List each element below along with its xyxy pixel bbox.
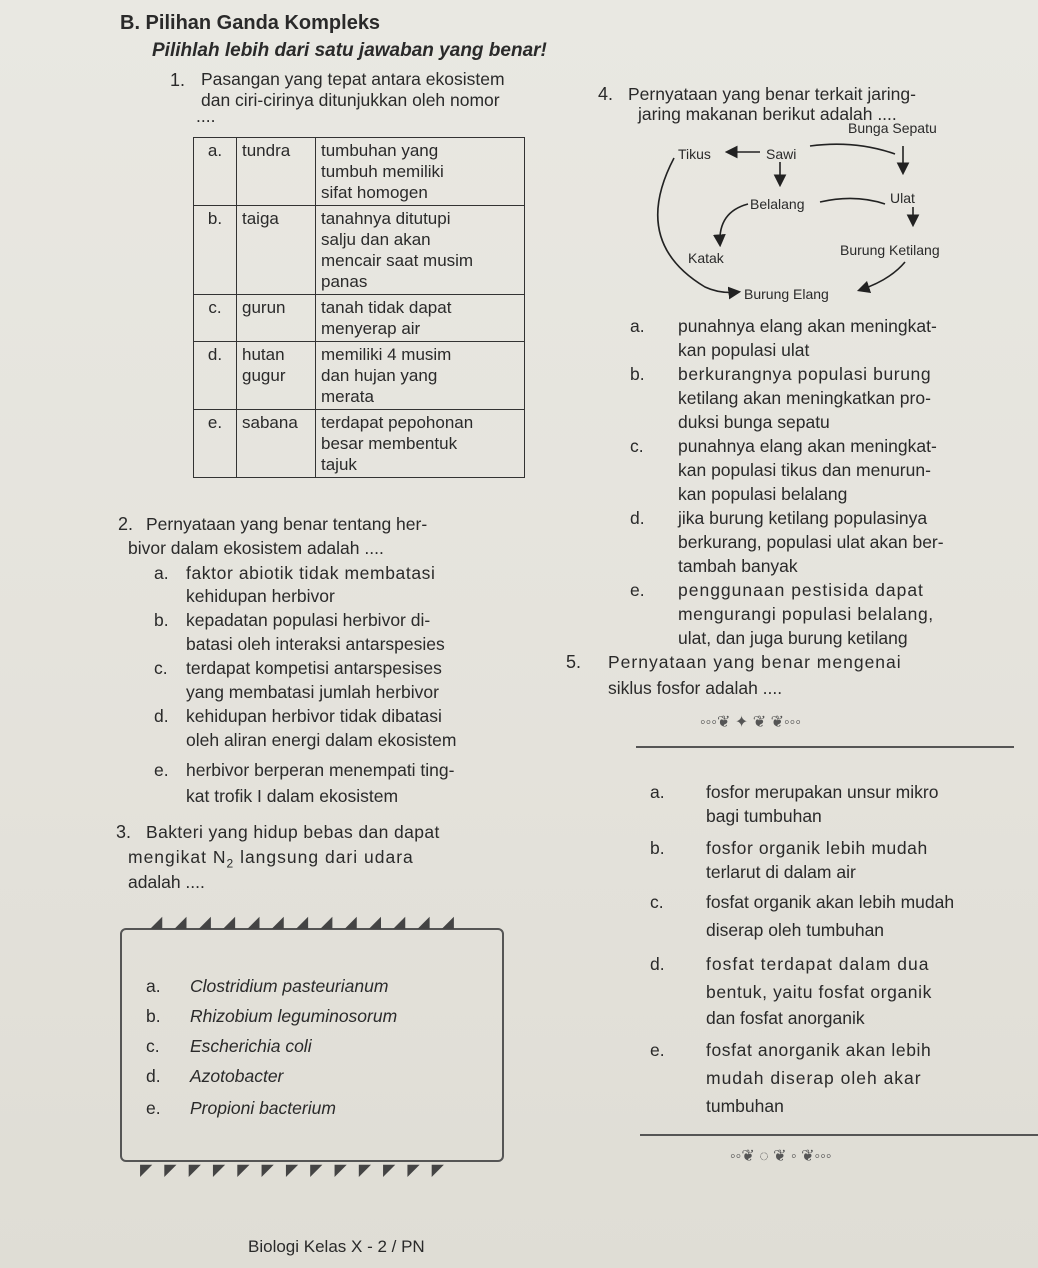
trait-line: tanah tidak dapat — [321, 298, 452, 317]
option-letter: b. — [146, 1006, 161, 1026]
table-row — [194, 410, 525, 478]
question-stem-line: adalah .... — [128, 872, 205, 892]
option-line: kehidupan herbivor tidak dibatasi — [186, 706, 442, 726]
trait-line: tajuk — [321, 455, 357, 474]
option-line: duksi bunga sepatu — [678, 412, 830, 432]
box-top-decoration: ◢◢◢◢◢◢◢◢◢◢◢◢◢ — [150, 914, 466, 931]
row-letter: b. — [194, 206, 237, 295]
trait-line: terdapat pepohonan — [321, 413, 474, 432]
question-stem-line: bivor dalam ekosistem adalah .... — [128, 538, 384, 558]
option-line: fosfat terdapat dalam dua — [706, 954, 930, 974]
option-letter: c. — [650, 892, 664, 912]
table-row — [194, 342, 525, 410]
trait-line: merata — [321, 387, 374, 406]
trait-line: tumbuh memiliki — [321, 162, 444, 181]
option-line: fosfat anorganik akan lebih — [706, 1040, 932, 1060]
trait-line: mencair saat musim — [321, 251, 474, 270]
option-line: herbivor berperan menempati ting- — [186, 760, 455, 780]
option-letter: a. — [154, 563, 169, 583]
option-line: faktor abiotik tidak membatasi — [186, 563, 436, 583]
row-letter: d. — [194, 342, 237, 410]
row-letter: a. — [194, 138, 237, 206]
ecosystem-table — [193, 137, 525, 478]
option-letter: b. — [630, 364, 645, 384]
option-letter: d. — [146, 1066, 161, 1086]
trait-line: dan hujan yang — [321, 366, 438, 385]
question-number: 2. — [118, 514, 134, 534]
option-line: yang membatasi jumlah herbivor — [186, 682, 439, 702]
bottom-ornament: ◦◦❦ ◌ ❦ ◦ ❦◦◦◦ — [730, 1148, 832, 1165]
trait-line: memiliki 4 musim — [321, 345, 452, 364]
option-letter: d. — [650, 954, 665, 974]
page-footer: Biologi Kelas X - 2 / PN — [248, 1237, 425, 1256]
option-line: bagi tumbuhan — [706, 806, 822, 826]
option-line: terdapat kompetisi antarspesises — [186, 658, 442, 678]
question-number: 1. — [170, 70, 186, 90]
option-line: punahnya elang akan meningkat- — [678, 316, 937, 336]
option-text: Clostridium pasteurianum — [190, 976, 389, 996]
trait-cell — [316, 206, 525, 295]
row-letter: e. — [194, 410, 237, 478]
option-line: batasi oleh interaksi antarspesies — [186, 634, 445, 654]
box-bottom-decoration: ◤◤◤◤◤◤◤◤◤◤◤◤◤ — [140, 1162, 456, 1179]
answer-box — [120, 928, 504, 1162]
option-line: kan populasi ulat — [678, 340, 810, 360]
option-text: Azotobacter — [190, 1066, 284, 1086]
food-web-arrows — [640, 112, 980, 312]
option-line: kan populasi belalang — [678, 484, 848, 504]
option-line: jika burung ketilang populasinya — [678, 508, 928, 528]
node-ulat: Ulat — [890, 190, 915, 206]
option-line: oleh aliran energi dalam ekosistem — [186, 730, 457, 750]
option-line: berkurangnya populasi burung — [678, 364, 932, 384]
option-line: mengurangi populasi belalang, — [678, 604, 934, 624]
option-letter: c. — [154, 658, 168, 678]
biome-cell: sabana — [237, 410, 316, 478]
option-letter: b. — [154, 610, 169, 630]
trait-line: tanahnya ditutupi — [321, 209, 451, 228]
option-letter: a. — [630, 316, 645, 336]
option-text: Propioni bacterium — [190, 1098, 336, 1118]
option-letter: c. — [146, 1036, 160, 1056]
trait-line: besar membentuk — [321, 434, 458, 453]
option-line: tumbuhan — [706, 1096, 784, 1116]
question-stem-line: Pernyataan yang benar terkait jaring- — [628, 84, 916, 104]
trait-line: sifat homogen — [321, 183, 428, 202]
node-burung-elang: Burung Elang — [744, 286, 829, 302]
biome-cell: tundra — [237, 138, 316, 206]
option-line: kepadatan populasi herbivor di- — [186, 610, 431, 630]
question-stem-line: Pasangan yang tepat antara ekosistem — [201, 69, 505, 89]
trait-cell — [316, 410, 525, 478]
option-letter: d. — [630, 508, 645, 528]
section-title: B. Pilihan Ganda Kompleks — [120, 12, 381, 34]
question-stem-line: Pernyataan yang benar tentang her- — [146, 514, 428, 534]
option-line: diserap oleh tumbuhan — [706, 920, 885, 940]
top-rule — [636, 746, 1014, 748]
top-ornament: ◦◦◦❦ ✦ ❦ ❦◦◦◦ — [700, 714, 801, 731]
option-letter: e. — [154, 760, 169, 780]
trait-line: salju dan akan — [321, 230, 431, 249]
question-number: 4. — [598, 84, 614, 104]
trait-cell — [316, 342, 525, 410]
node-belalang: Belalang — [750, 196, 805, 212]
question-stem-line — [128, 847, 414, 871]
question-stem-line: jaring makanan berikut adalah .... — [638, 104, 897, 124]
option-letter: a. — [146, 976, 161, 996]
option-letter: e. — [630, 580, 645, 600]
node-sawi: Sawi — [766, 146, 797, 162]
table-row — [194, 138, 525, 206]
option-letter: e. — [146, 1098, 161, 1118]
question-stem-line: Pernyataan yang benar mengenai — [608, 652, 902, 672]
question-number: 3. — [116, 822, 132, 842]
question-stem-line: .... — [196, 106, 216, 126]
stem-text: langsung dari udara — [234, 847, 414, 867]
option-line: berkurang, populasi ulat akan ber- — [678, 532, 944, 552]
bottom-rule — [640, 1134, 1038, 1136]
option-line: tambah banyak — [678, 556, 798, 576]
node-burung-ketilang: Burung Ketilang — [840, 242, 940, 258]
trait-line: menyerap air — [321, 319, 421, 338]
option-letter: b. — [650, 838, 665, 858]
trait-cell — [316, 295, 525, 342]
table-row — [194, 206, 525, 295]
biome-cell: taiga — [237, 206, 316, 295]
biome-cell: gurun — [237, 295, 316, 342]
option-line: fosfor merupakan unsur mikro — [706, 782, 939, 802]
section-instruction: Pilihlah lebih dari satu jawaban yang benar! — [152, 40, 547, 61]
option-line: mudah diserap oleh akar — [706, 1068, 922, 1088]
option-text: Escherichia coli — [190, 1036, 312, 1056]
option-line: penggunaan pestisida dapat — [678, 580, 924, 600]
question-stem-line: siklus fosfor adalah .... — [608, 678, 783, 698]
option-line: fosfat organik akan lebih mudah — [706, 892, 955, 912]
node-tikus: Tikus — [678, 146, 711, 162]
table-row — [194, 295, 525, 342]
subscript: 2 — [226, 856, 235, 871]
node-bunga-sepatu: Bunga Sepatu — [848, 120, 937, 136]
option-line: kan populasi tikus dan menurun- — [678, 460, 931, 480]
stem-text: mengikat N — [128, 847, 227, 867]
option-letter: a. — [650, 782, 665, 802]
option-line: ulat, dan juga burung ketilang — [678, 628, 908, 648]
option-line: ketilang akan meningkatkan pro- — [678, 388, 931, 408]
option-letter: d. — [154, 706, 169, 726]
node-katak: Katak — [688, 250, 724, 266]
option-letter: c. — [630, 436, 644, 456]
option-line: punahnya elang akan meningkat- — [678, 436, 937, 456]
option-line: fosfor organik lebih mudah — [706, 838, 928, 858]
option-line: terlarut di dalam air — [706, 862, 856, 882]
question-stem-line: dan ciri-cirinya ditunjukkan oleh nomor — [201, 90, 500, 110]
option-line: kehidupan herbivor — [186, 586, 335, 606]
option-line: dan fosfat anorganik — [706, 1008, 865, 1028]
trait-cell — [316, 138, 525, 206]
option-text: Rhizobium leguminosorum — [190, 1006, 398, 1026]
option-line: kat trofik I dalam ekosistem — [186, 786, 399, 806]
option-line: bentuk, yaitu fosfat organik — [706, 982, 932, 1002]
option-letter: e. — [650, 1040, 665, 1060]
food-web-diagram — [640, 112, 980, 312]
question-number: 5. — [566, 652, 582, 672]
question-stem-line: Bakteri yang hidup bebas dan dapat — [146, 822, 440, 842]
trait-line: panas — [321, 272, 368, 291]
biome-cell: hutan gugur — [237, 342, 316, 410]
trait-line: tumbuhan yang — [321, 141, 439, 160]
row-letter: c. — [194, 295, 237, 342]
